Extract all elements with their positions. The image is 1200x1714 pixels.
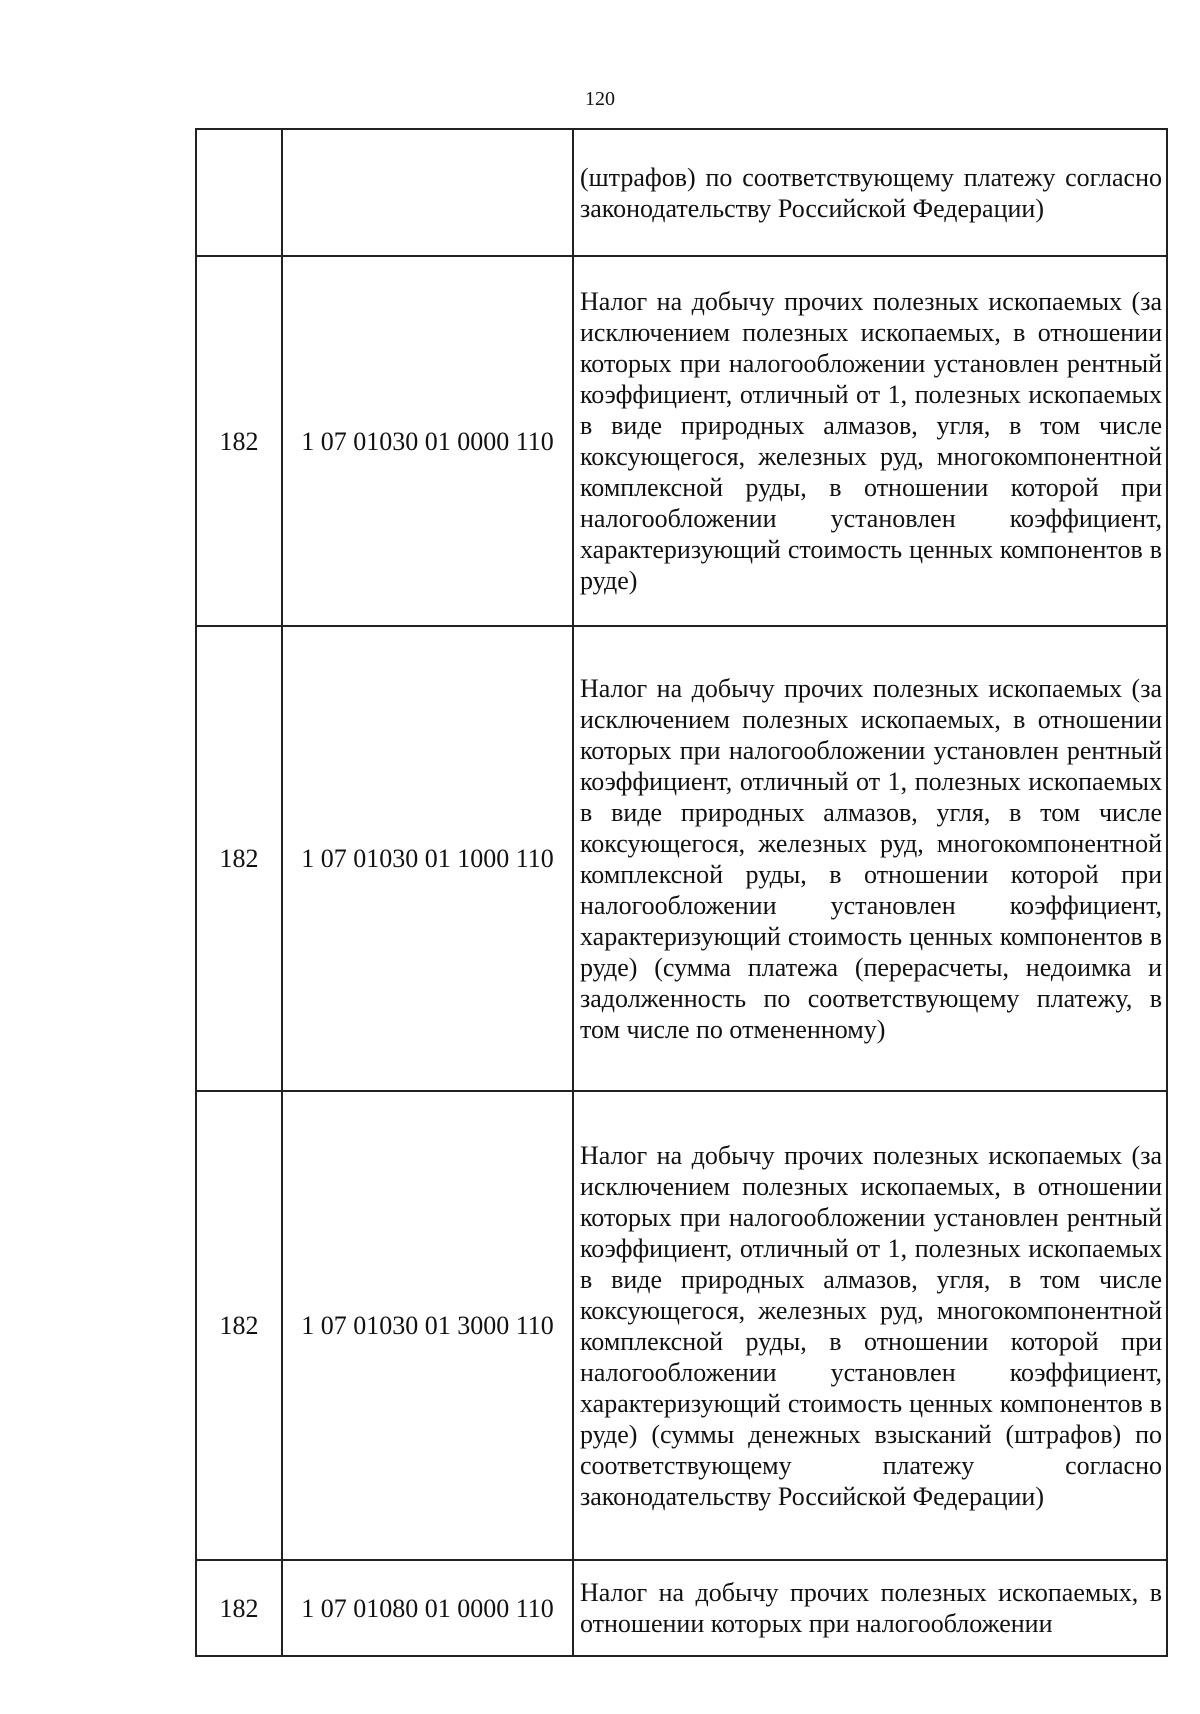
table-row <box>196 256 1167 626</box>
table-row <box>196 129 1167 256</box>
budget-code-cell: 1 07 01030 01 0000 110 <box>282 256 573 626</box>
budget-code-cell: 1 07 01080 01 0000 110 <box>282 1560 573 1656</box>
table-row <box>196 1560 1167 1656</box>
admin-code-cell: 182 <box>196 1091 282 1560</box>
description-cell: (штрафов) по соответствующему платежу согласно законодательству Российской Федерации) <box>573 129 1167 256</box>
description-cell: Налог на добычу прочих полезных ископаемых (за исключением полезных ископаемых, в отношении которых при налогообложении установлен рентный коэффициент, отличный от 1, полезных ископаемых в виде природных алмазов, угля, в том числе коксующегося, железных руд, многокомпонентной комплексной руды, в отношении которой при налогообложении установлен коэффициент, характеризующий стоимость ценных компонентов в руде) <box>573 256 1167 626</box>
table-row <box>196 626 1167 1091</box>
table-row <box>196 1091 1167 1560</box>
admin-code-cell <box>196 129 282 256</box>
description-cell: Налог на добычу прочих полезных ископаемых (за исключением полезных ископаемых, в отношении которых при налогообложении установлен рентный коэффициент, отличный от 1, полезных ископаемых в виде природных алмазов, угля, в том числе коксующегося, железных руд, многокомпонентной комплексной руды, в отношении которой при налогообложении установлен коэффициент, характеризующий стоимость ценных компонентов в руде) (сумма платежа (перерасчеты, недоимка и задолженность по соответствующему платежу, в том числе по отмененному) <box>573 626 1167 1091</box>
budget-code-cell: 1 07 01030 01 3000 110 <box>282 1091 573 1560</box>
budget-code-cell: 1 07 01030 01 1000 110 <box>282 626 573 1091</box>
admin-code-cell: 182 <box>196 1560 282 1656</box>
description-cell: Налог на добычу прочих полезных ископаемых (за исключением полезных ископаемых, в отношении которых при налогообложении установлен рентный коэффициент, отличный от 1, полезных ископаемых в виде природных алмазов, угля, в том числе коксующегося, железных руд, многокомпонентной комплексной руды, в отношении которой при налогообложении установлен коэффициент, характеризующий стоимость ценных компонентов в руде) (суммы денежных взысканий (штрафов) по соответствующему платежу согласно законодательству Российской Федерации) <box>573 1091 1167 1560</box>
description-cell: Налог на добычу прочих полезных ископаемых, в отношении которых при налогообложении <box>573 1560 1167 1656</box>
budget-codes-table <box>195 128 1168 1657</box>
admin-code-cell: 182 <box>196 626 282 1091</box>
page-number: 120 <box>585 88 615 110</box>
budget-code-cell <box>282 129 573 256</box>
admin-code-cell: 182 <box>196 256 282 626</box>
